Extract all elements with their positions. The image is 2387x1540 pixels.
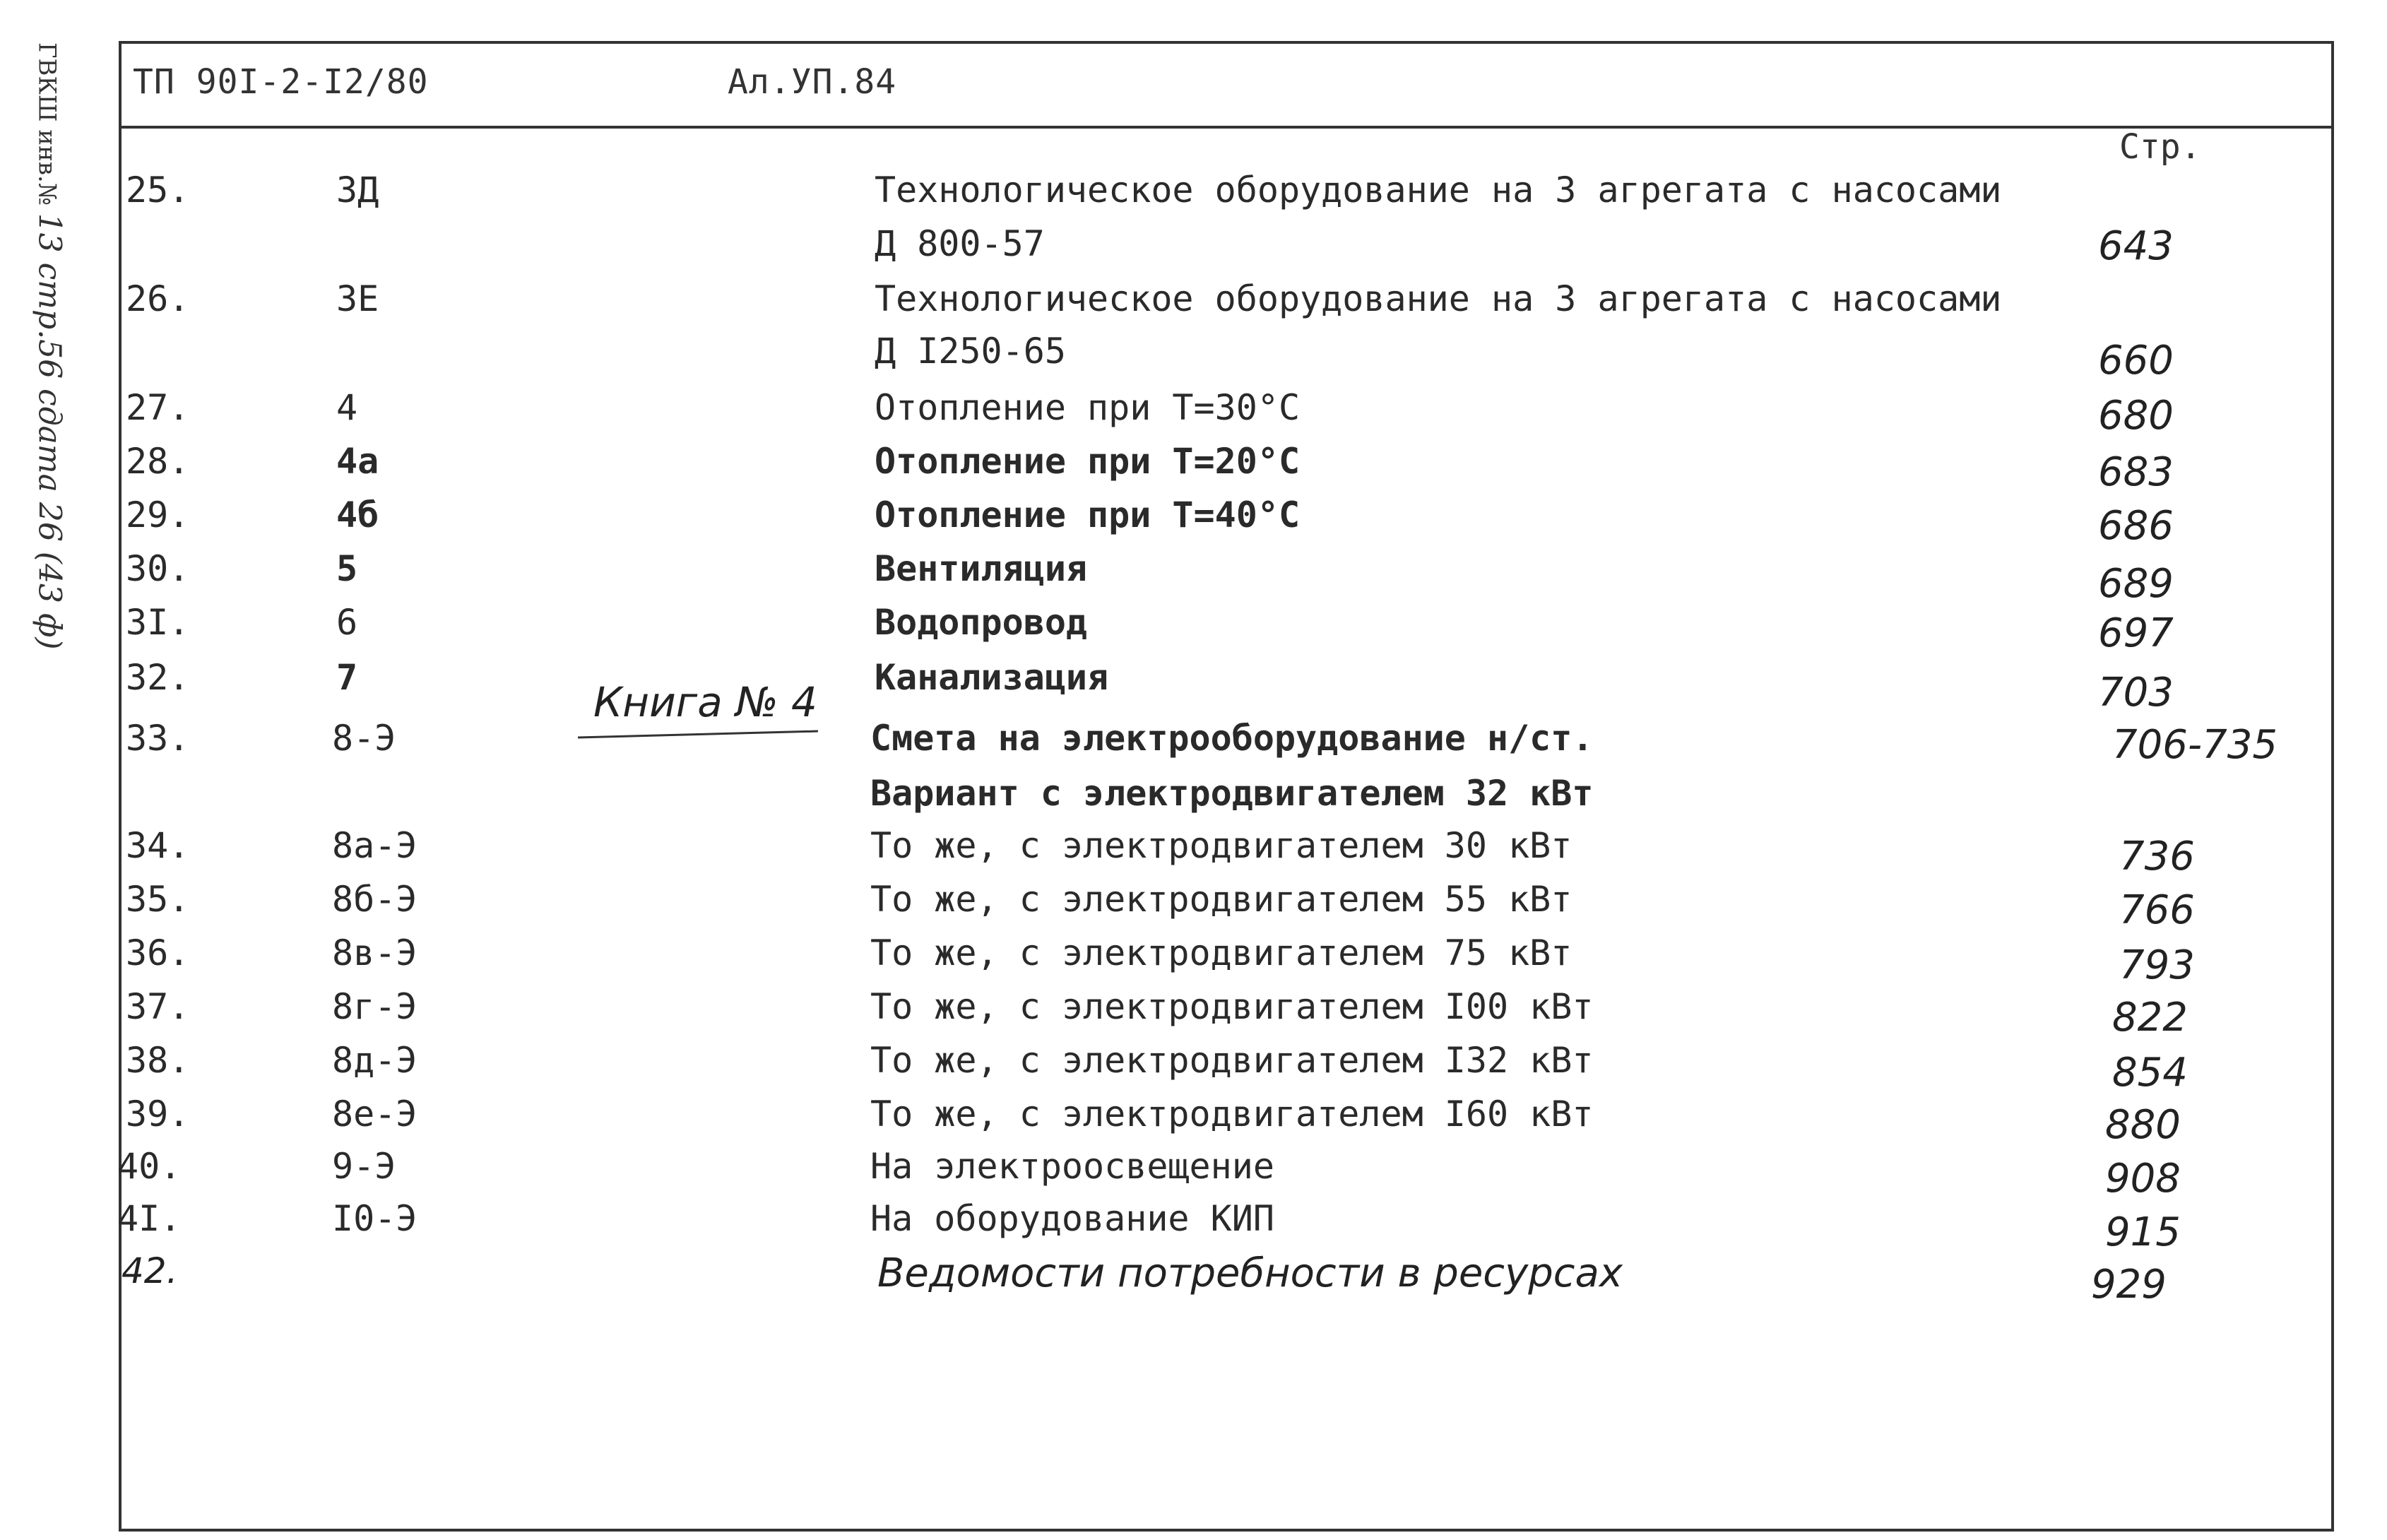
item-code: 8б-Э: [332, 879, 417, 920]
item-code: 8а-Э: [332, 825, 417, 866]
item-code: 6: [336, 602, 358, 643]
item-title: Водопровод: [875, 602, 1088, 643]
item-title: На оборудование КИП: [870, 1198, 1274, 1239]
list-item: [0, 825, 2387, 879]
list-item: [0, 1146, 2387, 1202]
item-title: Ведомости потребности в ресурсах: [877, 1250, 1623, 1296]
list-item: [0, 986, 2387, 1041]
item-title: Канализация: [875, 657, 1109, 698]
item-number: 35.: [126, 879, 190, 920]
item-number: 33.: [126, 718, 190, 759]
item-page: 880: [2105, 1102, 2181, 1148]
item-code: 8г-Э: [332, 986, 417, 1027]
list-item-continuation: [0, 223, 2387, 273]
item-title-line2: Д I250-65: [875, 331, 1066, 372]
list-item: [0, 494, 2387, 549]
item-page: 908: [2105, 1156, 2181, 1202]
item-code: 8е-Э: [332, 1094, 417, 1135]
item-code: 5: [336, 548, 358, 589]
item-number: 25.: [126, 170, 190, 211]
list-item: [0, 170, 2387, 219]
item-number: 39.: [126, 1094, 190, 1135]
item-number: 38.: [126, 1040, 190, 1081]
book-note: Книга № 4: [593, 678, 817, 726]
item-page: 689: [2098, 561, 2174, 607]
item-page: 822: [2112, 995, 2188, 1041]
item-number: 4I.: [117, 1198, 182, 1239]
list-item: [0, 1198, 2387, 1255]
item-title: Технологическое оборудование на 3 агрегата с насосами: [875, 170, 2002, 211]
item-title: То же, с электродвигателем 30 кВт: [870, 825, 1572, 866]
item-page: 643: [2098, 223, 2174, 269]
item-title: То же, с электродвигателем 75 кВт: [870, 932, 1572, 973]
item-title-line2: Вариант с электродвигателем 32 кВт: [870, 773, 1594, 814]
item-page: 703: [2098, 670, 2174, 716]
stamp-handwritten: 13 стр.56 сдата 26 (43 ф): [31, 213, 68, 650]
list-item: [0, 1250, 2387, 1308]
item-page: 766: [2119, 887, 2195, 933]
stamp-printed: ГВКШ инв.№: [32, 42, 61, 206]
item-title: Отопление при Т=30°С: [875, 387, 1301, 428]
item-title: Отопление при Т=20°С: [875, 441, 1301, 482]
item-title: То же, с электродвигателем I60 кВт: [870, 1094, 1594, 1135]
list-item: [0, 1094, 2387, 1148]
item-number: 29.: [126, 494, 190, 535]
item-title: Смета на электрооборудование н/ст.: [870, 718, 1594, 759]
item-page: 706-735: [2112, 722, 2278, 768]
item-number: 32.: [126, 657, 190, 698]
list-item: [0, 387, 2387, 437]
list-item: [0, 718, 2387, 767]
item-code: 9-Э: [332, 1146, 396, 1187]
item-page: 697: [2098, 610, 2174, 656]
list-item: [0, 278, 2387, 328]
list-item: [0, 548, 2387, 607]
header-divider: [119, 126, 2334, 129]
item-page: 660: [2098, 338, 2174, 384]
item-number: 30.: [126, 548, 190, 589]
album-number: Ал.УП.84: [728, 62, 897, 102]
list-item-continuation: [0, 773, 2387, 822]
item-title: Технологическое оборудование на 3 агрегата с насосами: [875, 278, 2002, 319]
item-number: 42.: [122, 1250, 178, 1291]
item-code: 8в-Э: [332, 932, 417, 973]
item-code: 4: [336, 387, 358, 428]
list-item: [0, 932, 2387, 988]
item-code: 3Д: [336, 170, 379, 211]
list-item: [0, 879, 2387, 933]
item-number: 3I.: [126, 602, 190, 643]
item-code: 4а: [336, 441, 379, 482]
item-page: 686: [2098, 503, 2174, 549]
item-code: 8д-Э: [332, 1040, 417, 1081]
item-number: 28.: [126, 441, 190, 482]
item-page: 793: [2119, 942, 2195, 988]
page-column-header: Стр.: [2119, 127, 2201, 167]
item-title-line2: Д 800-57: [875, 223, 1045, 264]
item-title: То же, с электродвигателем I32 кВт: [870, 1040, 1594, 1081]
item-code: 4б: [336, 494, 379, 535]
list-item: [0, 1040, 2387, 1096]
item-title: Отопление при Т=40°С: [875, 494, 1301, 535]
item-page: 736: [2119, 834, 2195, 879]
item-title: То же, с электродвигателем I00 кВт: [870, 986, 1594, 1027]
list-item: [0, 657, 2387, 716]
item-code: I0-Э: [332, 1198, 417, 1239]
item-number: 26.: [126, 278, 190, 319]
item-page: 683: [2098, 449, 2174, 495]
list-item: [0, 602, 2387, 656]
item-page: 680: [2098, 393, 2174, 439]
item-number: 34.: [126, 825, 190, 866]
list-item: [0, 441, 2387, 495]
item-number: 36.: [126, 932, 190, 973]
item-page: 854: [2112, 1050, 2188, 1096]
item-number: 40.: [117, 1146, 182, 1187]
item-code: 8-Э: [332, 718, 396, 759]
item-number: 37.: [126, 986, 190, 1027]
item-title: На электроосвещение: [870, 1146, 1274, 1187]
item-number: 27.: [126, 387, 190, 428]
item-page: 929: [2091, 1262, 2167, 1308]
item-page: 915: [2105, 1209, 2181, 1255]
item-code: 3Е: [336, 278, 379, 319]
item-code: 7: [336, 657, 358, 698]
doc-code: ТП 90I-2-I2/80: [133, 62, 429, 102]
item-title: Вентиляция: [875, 548, 1088, 589]
list-item-continuation: [0, 331, 2387, 384]
item-title: То же, с электродвигателем 55 кВт: [870, 879, 1572, 920]
